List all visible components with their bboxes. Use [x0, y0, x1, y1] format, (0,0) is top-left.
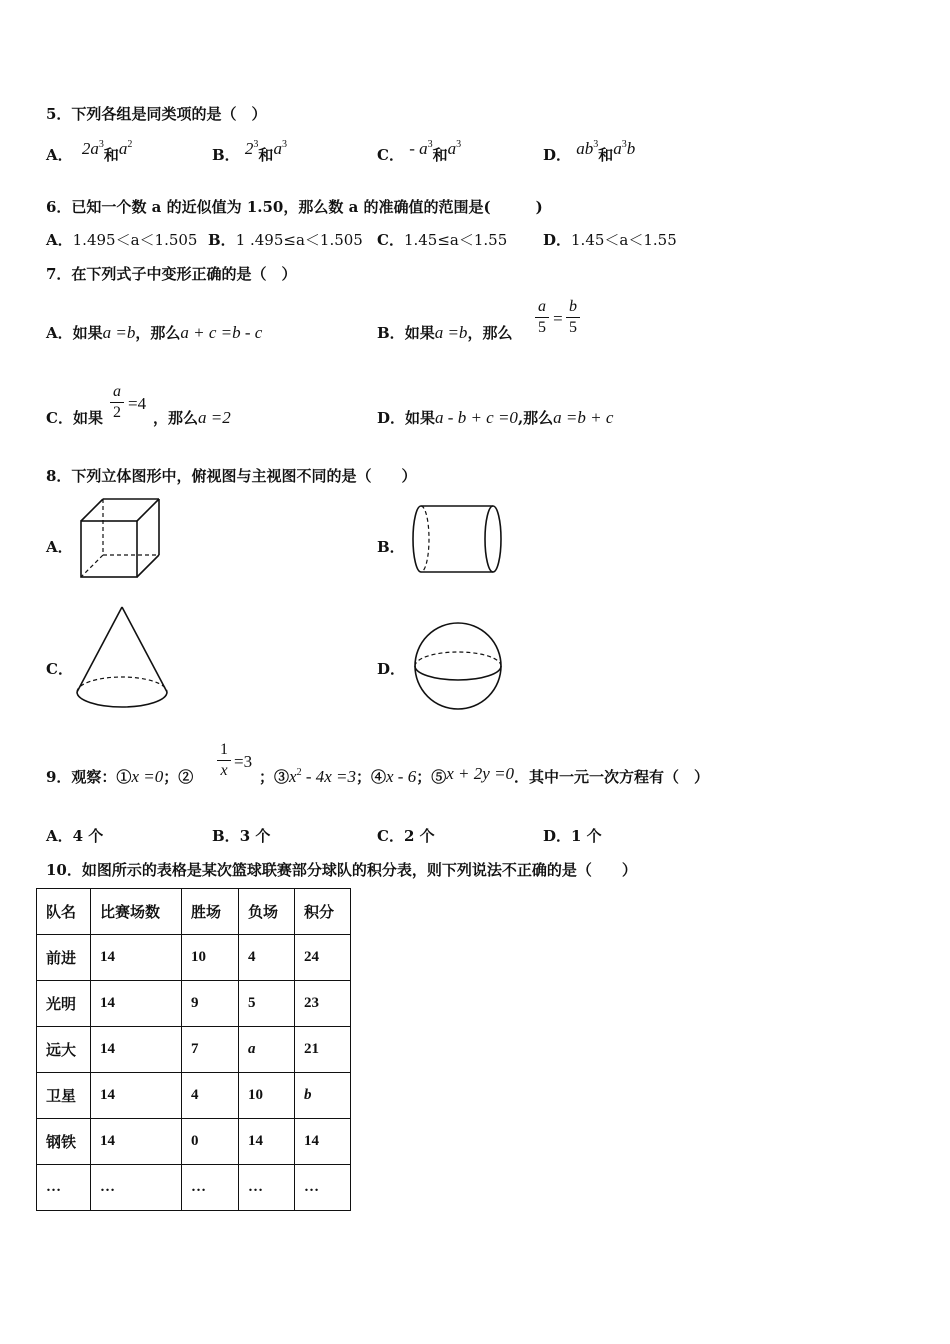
cell: 4: [239, 935, 295, 981]
cell: 23: [295, 981, 351, 1027]
math-expr: - $a^3$: [409, 139, 433, 158]
cylinder-figure: [411, 503, 505, 575]
sphere-figure: [413, 621, 503, 711]
q7-option-b: B．如果a =b，那么: [377, 323, 513, 342]
q9-option-b: B．3 个: [212, 827, 271, 845]
cell: 前进: [37, 935, 91, 981]
header-wins: 胜场: [182, 889, 239, 935]
header-games: 比赛场数: [91, 889, 182, 935]
cell: a: [239, 1027, 295, 1073]
q5-option-b: B． $2^3$和$a^3$: [212, 139, 287, 164]
cell: 21: [295, 1027, 351, 1073]
q6-option-c: C．1.45≤a＜1.55: [377, 231, 508, 249]
table-row: [37, 1073, 351, 1119]
q7-b-fraction-left: a 5: [535, 298, 549, 337]
math-expr: $a^2$: [118, 139, 133, 158]
q7-b-equals: =: [552, 309, 564, 328]
q5-option-d: D． $ab^3$和$a^3b$: [543, 139, 636, 164]
cell: 光明: [37, 981, 91, 1027]
q8-option-d-label: D．: [377, 660, 406, 678]
q6-option-b: B．1 .495≤a＜1.505: [208, 231, 363, 249]
q9-fraction: 1 x: [217, 741, 231, 780]
table-row: [37, 935, 351, 981]
cell: 4: [182, 1073, 239, 1119]
cell: 14: [91, 1027, 182, 1073]
q7-c-result: ，那么a =2: [153, 408, 231, 427]
q5-stem: 5．下列各组是同类项的是（ ）: [46, 105, 267, 123]
math-expr: $a^3b$: [613, 139, 636, 158]
q9-option-d: D．1 个: [543, 827, 602, 845]
score-table: [36, 888, 351, 1211]
q9-part1: 9．观察：①x =0；②: [46, 767, 194, 786]
q8-option-c-label: C．: [46, 660, 73, 678]
q8-option-b-label: B．: [377, 538, 405, 556]
table-row: [37, 1119, 351, 1165]
q8-option-a-label: A．: [46, 538, 73, 556]
table-row: [37, 981, 351, 1027]
cell: …: [295, 1165, 351, 1211]
cell: 14: [91, 935, 182, 981]
q7-option-a: A．如果a =b，那么a + c =b - c: [46, 323, 263, 342]
table-header-row: [37, 889, 351, 935]
math-expr: $a^3$: [447, 139, 462, 158]
cell: 14: [239, 1119, 295, 1165]
header-points: 积分: [295, 889, 351, 935]
q9-fraction-equals: =3: [234, 752, 253, 771]
math-expr: $2a^3$: [81, 139, 104, 158]
table-row: [37, 1027, 351, 1073]
q7-b-fraction-right: b 5: [566, 298, 580, 337]
table-row: [37, 1165, 351, 1211]
q5-option-a: A． $2a^3$和$a^2$: [46, 139, 133, 164]
cell: 14: [91, 981, 182, 1027]
math-expr: $a^3$: [273, 139, 287, 158]
cell: 7: [182, 1027, 239, 1073]
cell: 9: [182, 981, 239, 1027]
header-team: 队名: [37, 889, 91, 935]
q7-c-fraction: a 2: [110, 383, 124, 422]
q9-part2: ；$③x^2 - 4x =3$；④x - 6；⑤x + 2y =0．其中一元一次方程有（ ）: [259, 764, 710, 786]
cell: 0: [182, 1119, 239, 1165]
cell: 10: [239, 1073, 295, 1119]
q9-option-c: C．2 个: [377, 827, 435, 845]
cell: 14: [91, 1073, 182, 1119]
cell: 5: [239, 981, 295, 1027]
header-losses: 负场: [239, 889, 295, 935]
cell: 远大: [37, 1027, 91, 1073]
math-expr: $ab^3$: [576, 139, 599, 158]
cell: 10: [182, 935, 239, 981]
q7-option-c: C．如果: [46, 409, 103, 427]
cell: 钢铁: [37, 1119, 91, 1165]
q9-option-a: A．4 个: [46, 827, 104, 845]
cell: 14: [295, 1119, 351, 1165]
q8-stem: 8．下列立体图形中，俯视图与主视图不同的是（ ）: [46, 467, 417, 485]
q10-stem: 10．如图所示的表格是某次篮球联赛部分球队的积分表，则下列说法不正确的是（ ）: [46, 861, 637, 879]
q6-option-d: D．1.45＜a＜1.55: [543, 231, 677, 249]
cell: …: [182, 1165, 239, 1211]
option-label: A．: [46, 146, 73, 164]
q7-c-equals: =4: [128, 394, 147, 413]
cell: 24: [295, 935, 351, 981]
cell: 14: [91, 1119, 182, 1165]
math-expr: $2^3$: [244, 139, 259, 158]
q6-option-a: A．1.495＜a＜1.505: [46, 231, 198, 249]
q6-stem: 6．已知一个数 a 的近似值为 1.50，那么数 a 的准确值的范围是( ): [46, 198, 543, 216]
cell: …: [239, 1165, 295, 1211]
cell: …: [91, 1165, 182, 1211]
q5-option-c: C． - $a^3$和$a^3$: [377, 139, 462, 164]
q7-stem: 7．在下列式子中变形正确的是（ ）: [46, 265, 297, 283]
cube-figure: [78, 497, 162, 581]
cell: 卫星: [37, 1073, 91, 1119]
cell: …: [37, 1165, 91, 1211]
cell: b: [295, 1073, 351, 1119]
q7-option-d: D．如果a - b + c =0,那么a =b + c: [377, 408, 614, 427]
cone-figure: [75, 604, 171, 712]
